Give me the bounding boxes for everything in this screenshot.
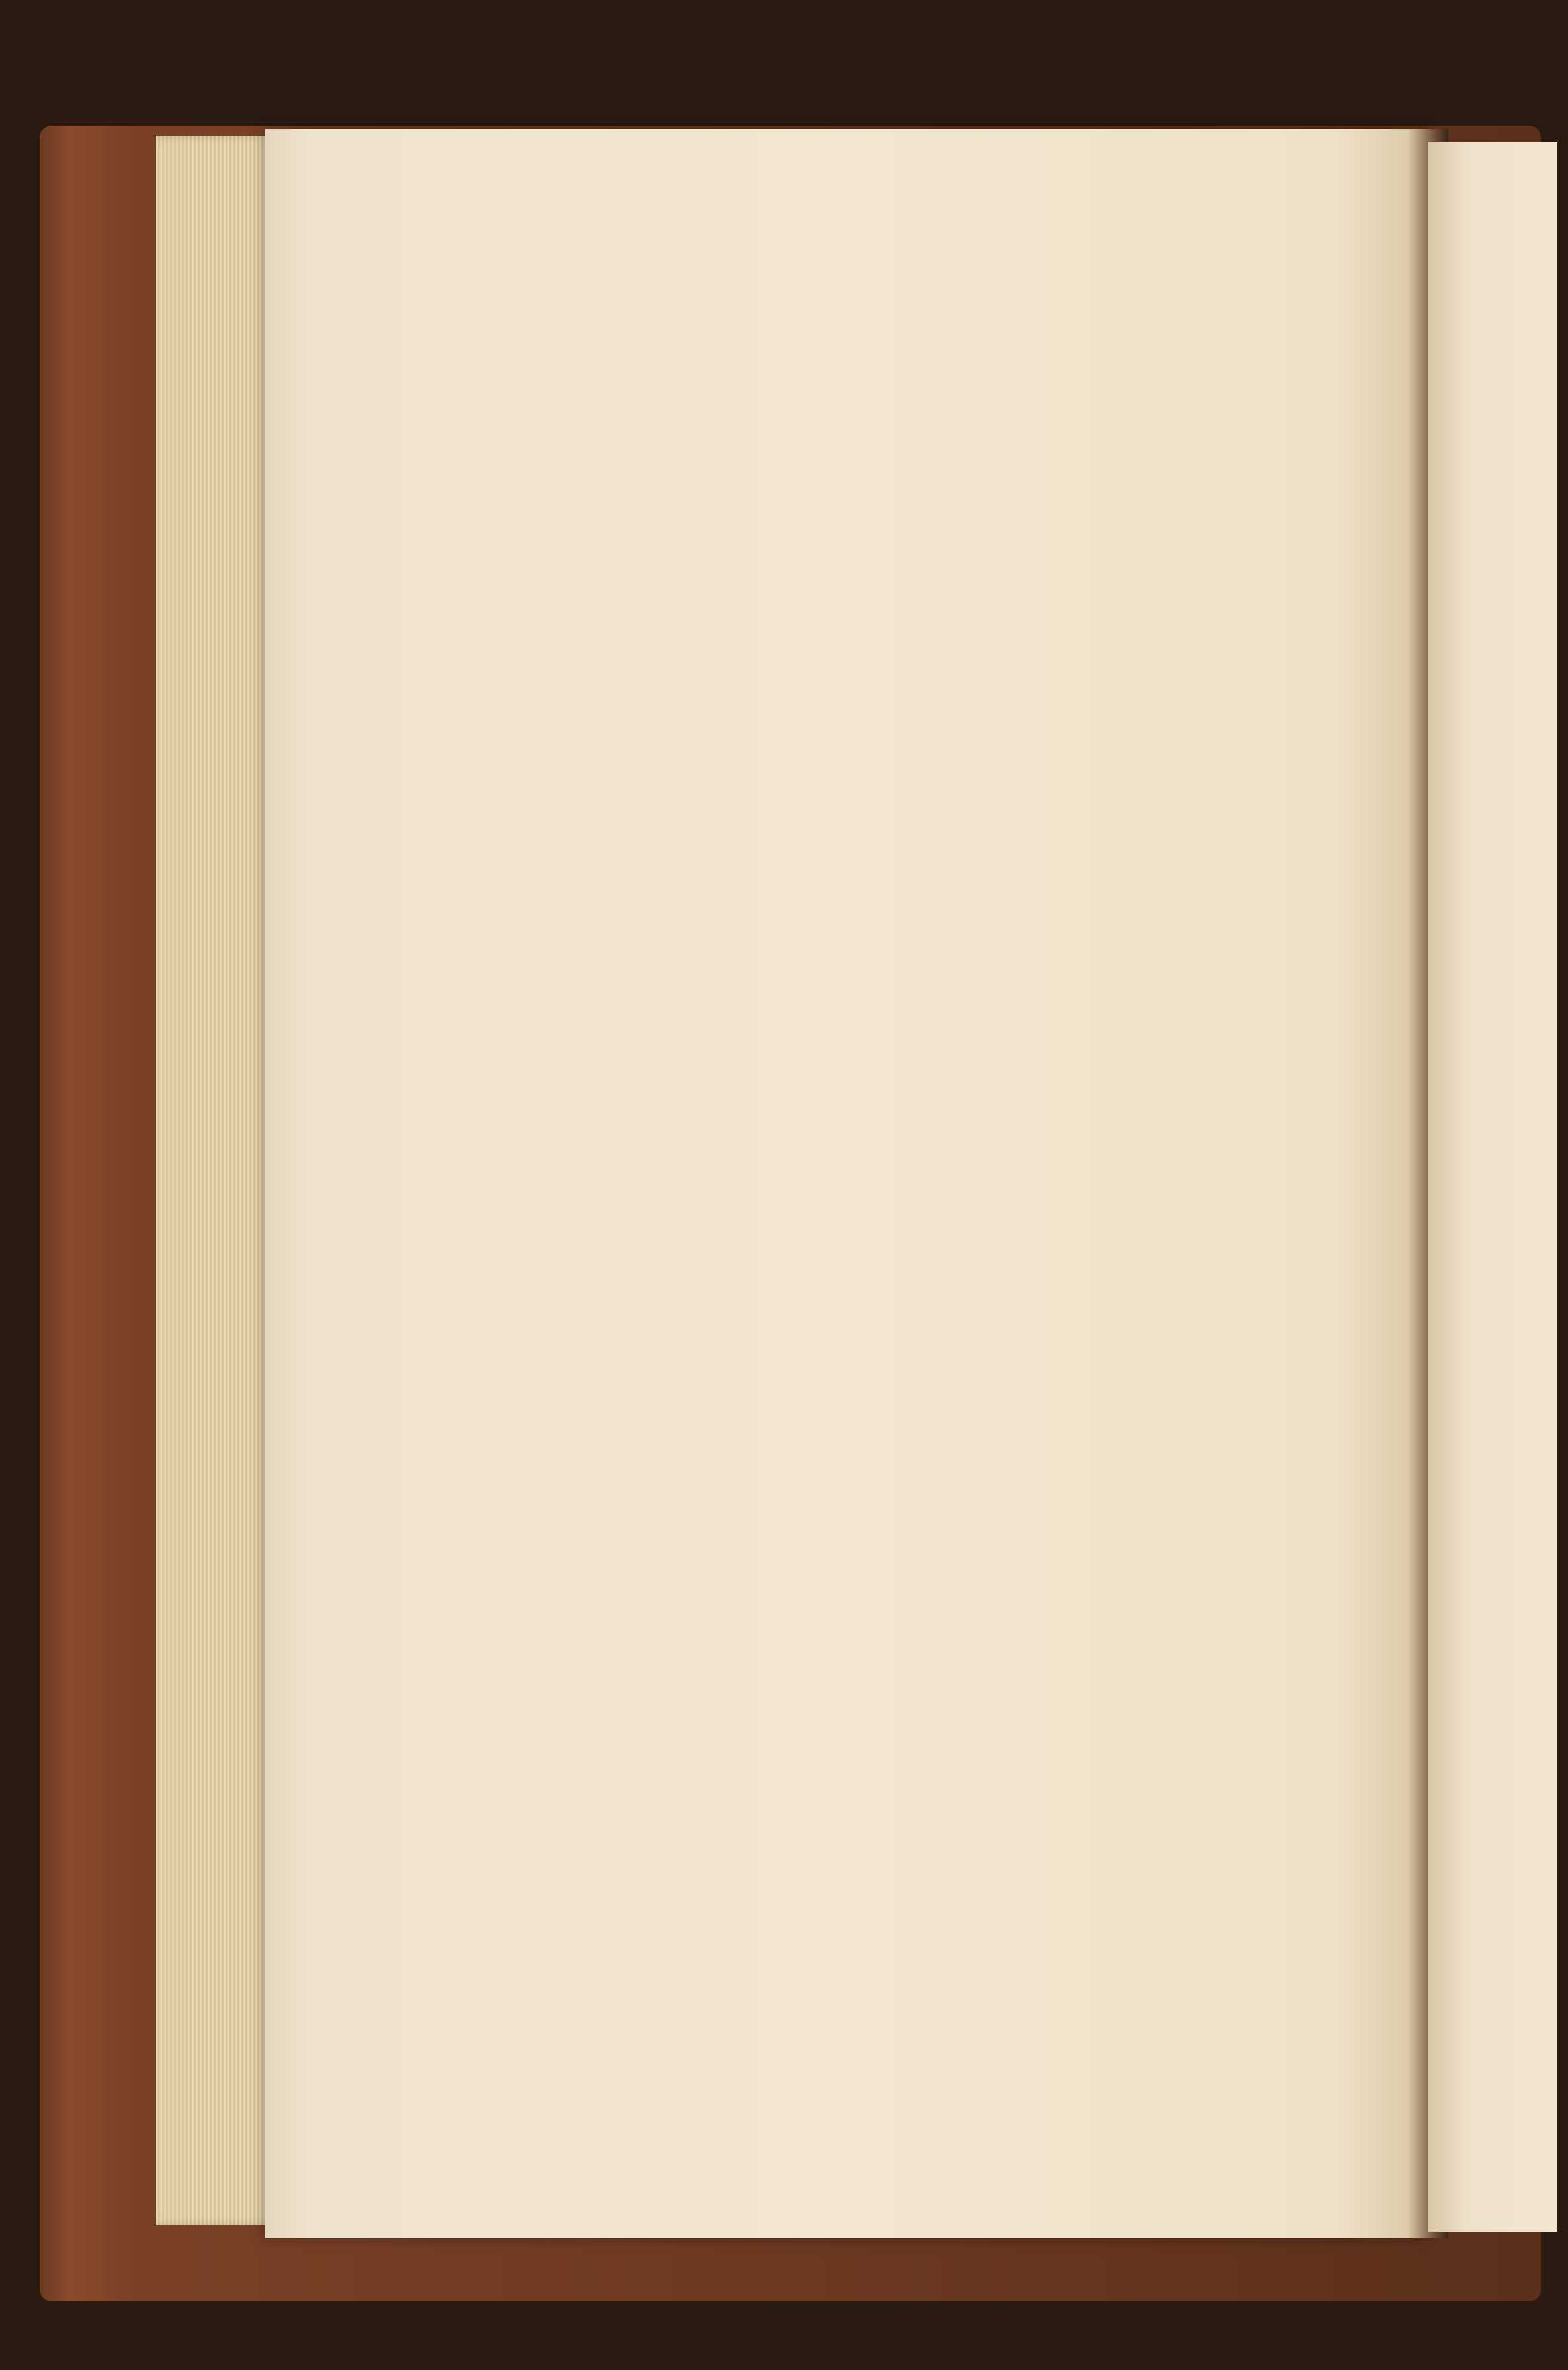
- right-page-fragment: [1428, 142, 1557, 2232]
- left-page: [265, 129, 1428, 2238]
- page-edges: [156, 136, 275, 2225]
- page-header: [470, 238, 1415, 311]
